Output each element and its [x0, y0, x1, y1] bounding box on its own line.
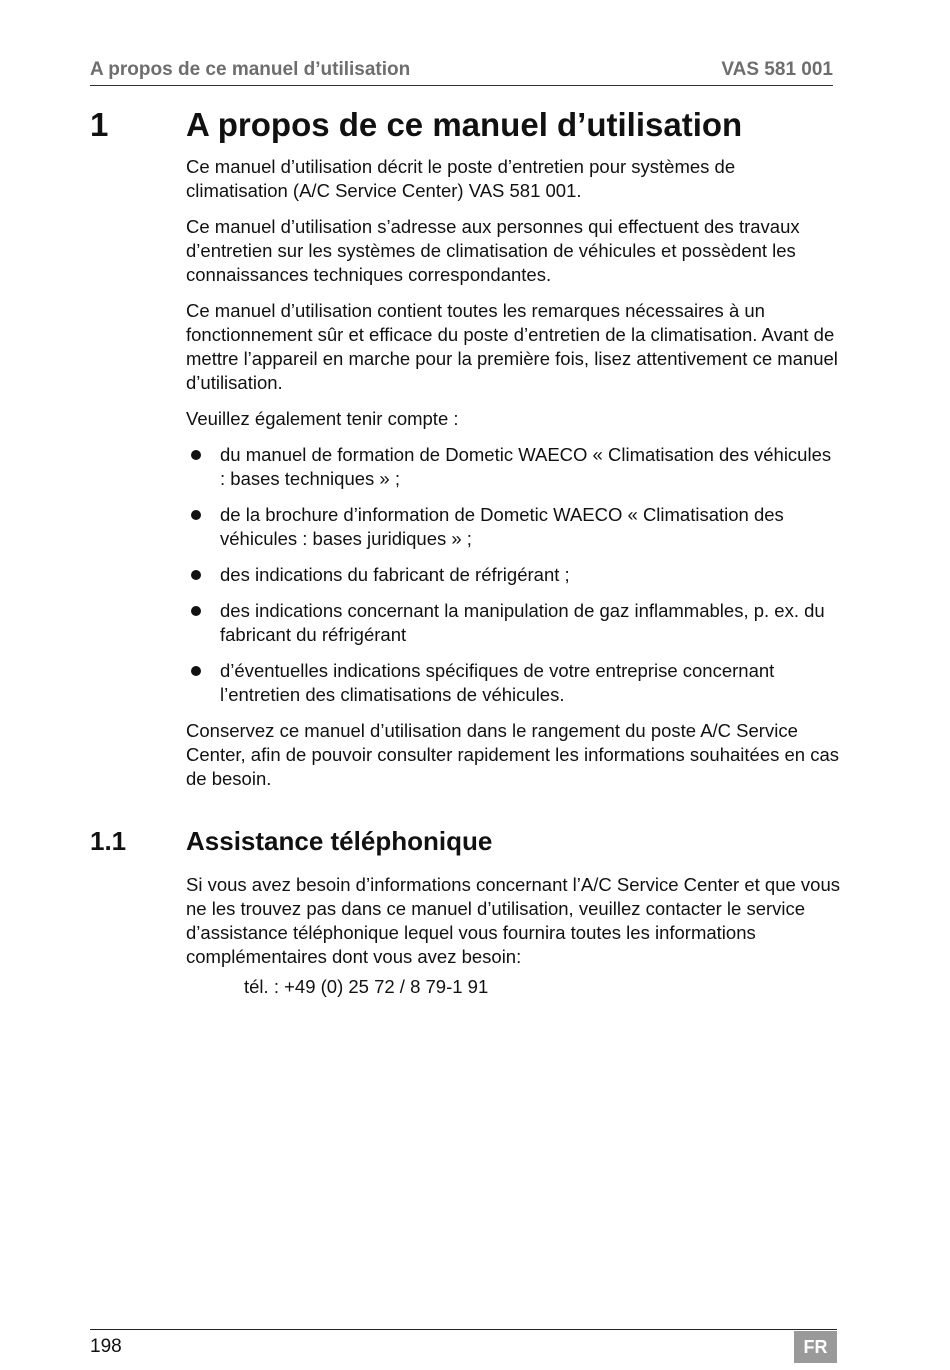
chapter-body [186, 155, 841, 803]
list-item [186, 503, 841, 551]
section-paragraph: Si vous avez besoin d’informations concernant l’A/C Service Center et que vous ne les trouvez pas dans ce manuel d’utilisation, veuillez contacter le service d’assistance téléphonique lequel vous fournira toutes les informations complémentaires dont vous avez besoin: [186, 874, 841, 967]
header-product-code: VAS 581 001 [721, 59, 833, 80]
phone-number: tél. : +49 (0) 25 72 / 8 79-1 91 [244, 976, 489, 997]
section-title: Assistance téléphonique [186, 826, 493, 856]
list-item-text: des indications concernant la manipulation de gaz inflammables, p. ex. du fabricant du réfrigérant [220, 600, 825, 645]
list-item-text: de la brochure d’information de Dometic WAECO « Climatisation des véhicules : bases juridiques » ; [220, 504, 784, 549]
bullet-dot-icon [191, 450, 201, 460]
bullet-dot-icon [191, 606, 201, 616]
list-item-text: du manuel de formation de Dometic WAECO « Climatisation des véhicules : bases techniques » ; [220, 444, 832, 489]
bullet-dot-icon [191, 666, 201, 676]
language-badge: FR [794, 1331, 837, 1363]
list-item-text: d’éventuelles indications spécifiques de votre entreprise concernant l’entretien des climatisations de véhicules. [220, 660, 775, 705]
list-item [186, 659, 841, 707]
paragraph: Ce manuel d’utilisation s’adresse aux personnes qui effectuent des travaux d’entretien sur les systèmes de climatisation de véhicules et possèdent les connaissances techniques correspondantes. [186, 216, 800, 285]
list-item [186, 563, 841, 587]
page-number: 198 [90, 1336, 122, 1357]
running-header [90, 59, 833, 86]
paragraph: Ce manuel d’utilisation décrit le poste d’entretien pour systèmes de climatisation (A/C Service Center) VAS 581 001. [186, 156, 736, 201]
closing-paragraph: Conservez ce manuel d’utilisation dans le rangement du poste A/C Service Center, afin de pouvoir consulter rapidement les informations souhaitées en cas de besoin. [186, 720, 840, 789]
paragraph: Veuillez également tenir compte : [186, 408, 459, 429]
chapter-title: A propos de ce manuel d’utilisation [186, 106, 743, 143]
section-body [186, 873, 846, 999]
bullet-dot-icon [191, 510, 201, 520]
paragraph: Ce manuel d’utilisation contient toutes les remarques nécessaires à un fonctionnement sûr et efficace du poste d’entretien de la climatisation. Avant de mettre l’appareil en marche pour la première fois, lisez attentivement ce manuel d’utilisation. [186, 300, 838, 393]
header-section-title: A propos de ce manuel d’utilisation [90, 59, 411, 80]
list-item-text: des indications du fabricant de réfrigérant ; [220, 564, 570, 585]
chapter-number: 1 [90, 106, 109, 143]
bullet-list [186, 443, 841, 707]
bullet-dot-icon [191, 570, 201, 580]
footer-divider [90, 1329, 837, 1330]
list-item [186, 599, 841, 647]
list-item [186, 443, 841, 491]
section-number: 1.1 [90, 826, 127, 856]
